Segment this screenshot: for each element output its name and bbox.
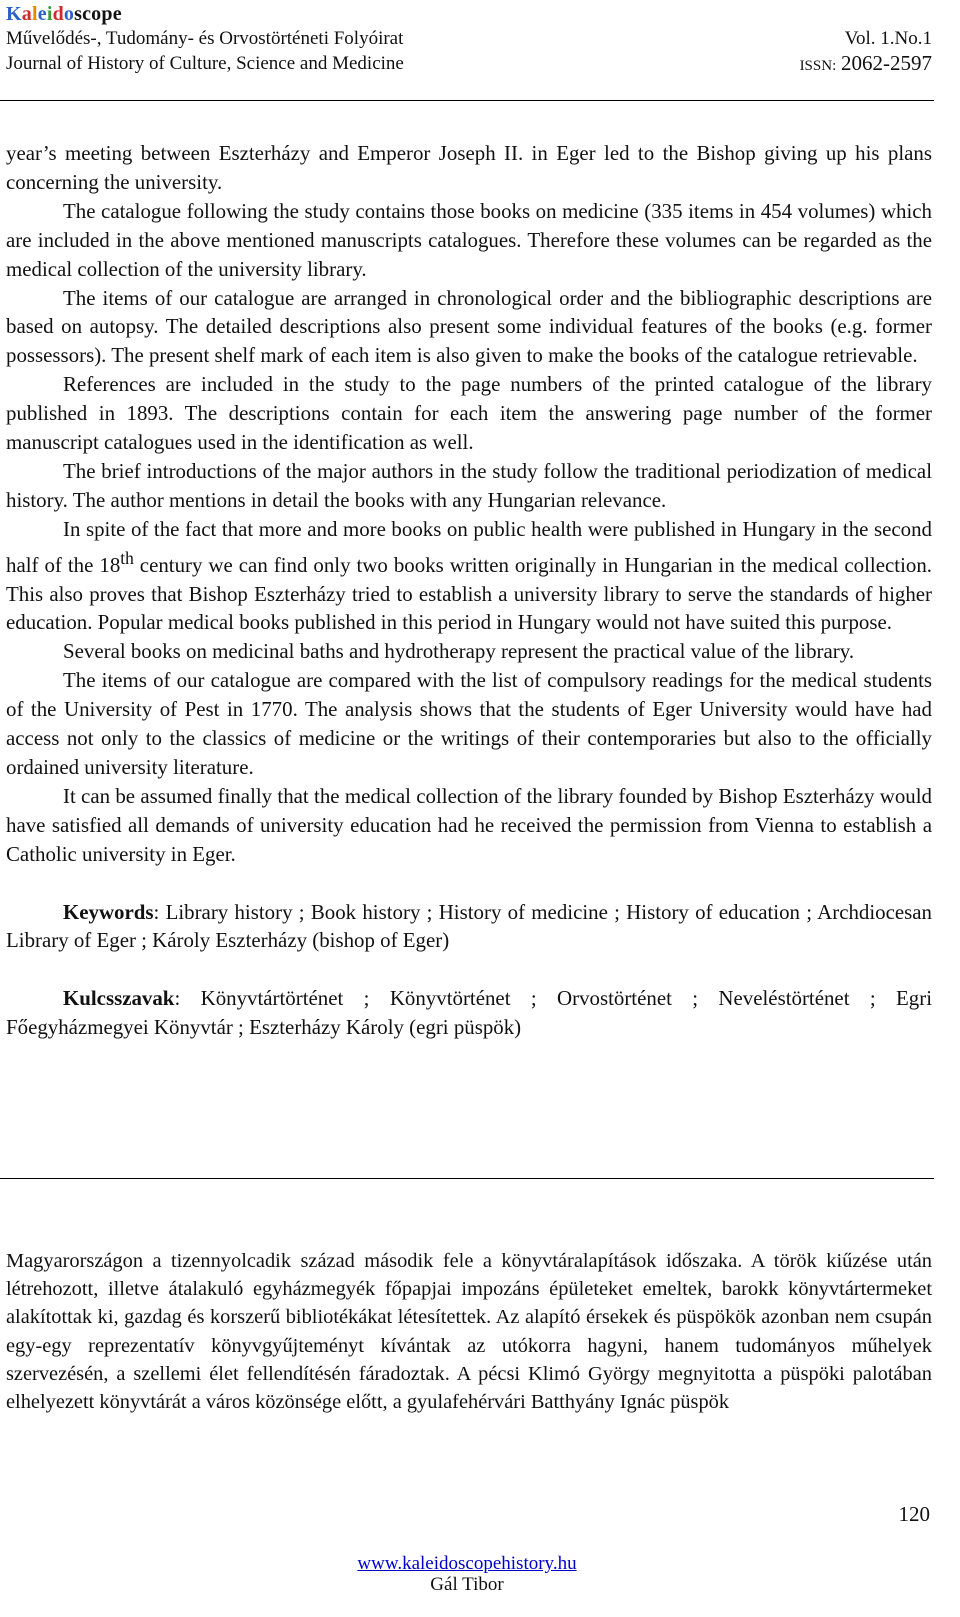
journal-subtitle-en: Journal of History of Culture, Science and Medicine	[6, 53, 404, 74]
superscript: th	[120, 547, 134, 568]
spacer	[6, 869, 932, 898]
keywords-label: Keywords	[63, 899, 154, 924]
hungarian-body	[6, 1247, 932, 1416]
issn-number: 2062-2597	[841, 51, 932, 75]
section-divider	[0, 1178, 934, 1179]
paragraph: Several books on medicinal baths and hydrotherapy represent the practical value of the library.	[63, 639, 855, 664]
logo-letter: o	[63, 3, 75, 25]
paragraph: References are included in the study to the page numbers of the printed catalogue of the library published in 1893. The descriptions contain for each item the answering page number of the former manuscript catalogues used in the identification as well.	[6, 372, 932, 455]
logo-letter: i	[46, 3, 53, 25]
paragraph: Magyarországon a tizennyolcadik század második fele a könyvtáralapítások időszaka. A török kiűzése után létrehozott, illetve átalakuló egyházmegyék főpapjai impozáns épületeket emeltek, barokk könyvtártermeket alakítottak ki, gazdag és korszerű bibliotékákat létesítettek. Az alapító érsekek és püspökök azonban nem csupán egy-egy reprezentatív könyvgyűjteményt kívántak az utókorra hagyni, hanem tudományos műhelyek szervezésén, a szellemi élet fellendítésén fáradoztak. A pécsi Klimó György megnyitotta a püspöki palotában elhelyezett könyvtárát a város közönsége előtt, a gyulafehérvári Batthyány Ignác püspök	[6, 1250, 932, 1414]
journal-header	[6, 2, 932, 79]
logo-letter: l	[31, 3, 38, 25]
paragraph-part: century we can find only two books written originally in Hungarian in the medical collection. This also proves that Bishop Eszterházy tried to establish a university library to serve the standards of higher education. Popular medical books published in this period in Hungary would not have suited this purpose.	[6, 552, 932, 635]
kulcsszavak-label: Kulcsszavak	[63, 986, 175, 1011]
journal-subtitle-hu: Művelődés-, Tudomány- és Orvostörténeti Folyóirat	[6, 28, 404, 49]
footer-author: Gál Tibor	[430, 1574, 504, 1595]
issn-label: ISSN:	[799, 58, 837, 74]
kulcsszavak	[6, 984, 932, 1042]
keywords-text: : Library history ; Book history ; History of medicine ; History of education ; Archdiocesan Library of Eger ; Károly Eszterházy (bishop of Eger)	[6, 899, 932, 953]
journal-logo	[6, 2, 932, 26]
paragraph: It can be assumed finally that the medical collection of the library founded by Bishop Eszterházy would have satisfied all demands of university education had he received the permission from Vienna to establish a Catholic university in Eger.	[6, 783, 932, 866]
header-row-2	[6, 51, 932, 79]
paragraph: The catalogue following the study contains those books on medicine (335 items in 454 volumes) which are included in the above mentioned manuscripts catalogues. Therefore these volumes can be regarded as the medical collection of the university library.	[6, 198, 932, 281]
paragraph: year’s meeting between Eszterházy and Emperor Joseph II. in Eger led to the Bishop giving up his plans concerning the university.	[6, 141, 932, 194]
logo-letter: e	[37, 3, 47, 25]
paragraph: The brief introductions of the major authors in the study follow the traditional periodization of medical history. The author mentions in detail the books with any Hungarian relevance.	[6, 458, 932, 512]
spacer	[6, 955, 932, 984]
volume-number: Vol. 1.No.1	[844, 28, 932, 49]
issn	[800, 51, 932, 79]
logo-letter: e	[112, 3, 122, 25]
abstract-body	[6, 139, 932, 1042]
header-row-1	[6, 26, 932, 51]
logo-letter: K	[6, 3, 22, 25]
page-number: 120	[898, 1502, 930, 1526]
footer-link[interactable]: www.kaleidoscopehistory.hu	[357, 1553, 577, 1574]
logo-letter: a	[21, 3, 32, 25]
header-divider	[0, 100, 934, 101]
kulcsszavak-text: : Könyvtártörténet ; Könyvtörténet ; Orvostörténet ; Neveléstörténet ; Egri Főegyházmegyei Könyvtár ; Eszterházy Károly (egri püspök)	[6, 986, 932, 1040]
paragraph-part: In spite of the fact that more and more books on public health were published in Hungary in the second half of the 18	[6, 516, 932, 577]
logo-letter: o	[91, 3, 102, 25]
logo-letter: d	[52, 3, 64, 25]
paragraph: The items of our catalogue are compared with the list of compulsory readings for the medical students of the University of Pest in 1770. The analysis shows that the students of Eger University would have had access not only to the classics of medicine or the writings of their contemporaries but also to the officially ordained university literature.	[6, 668, 932, 779]
paragraph: The items of our catalogue are arranged in chronological order and the bibliographic descriptions are based on autopsy. The detailed descriptions also present some individual features of the books (e.g. former possessors). The present shelf mark of each item is also given to make the books of the catalogue retrievable.	[6, 285, 932, 368]
paragraph	[6, 515, 932, 638]
keywords	[6, 898, 932, 956]
logo-letter: s	[74, 3, 83, 25]
logo-letter: c	[82, 3, 92, 25]
logo-letter: p	[101, 3, 113, 25]
